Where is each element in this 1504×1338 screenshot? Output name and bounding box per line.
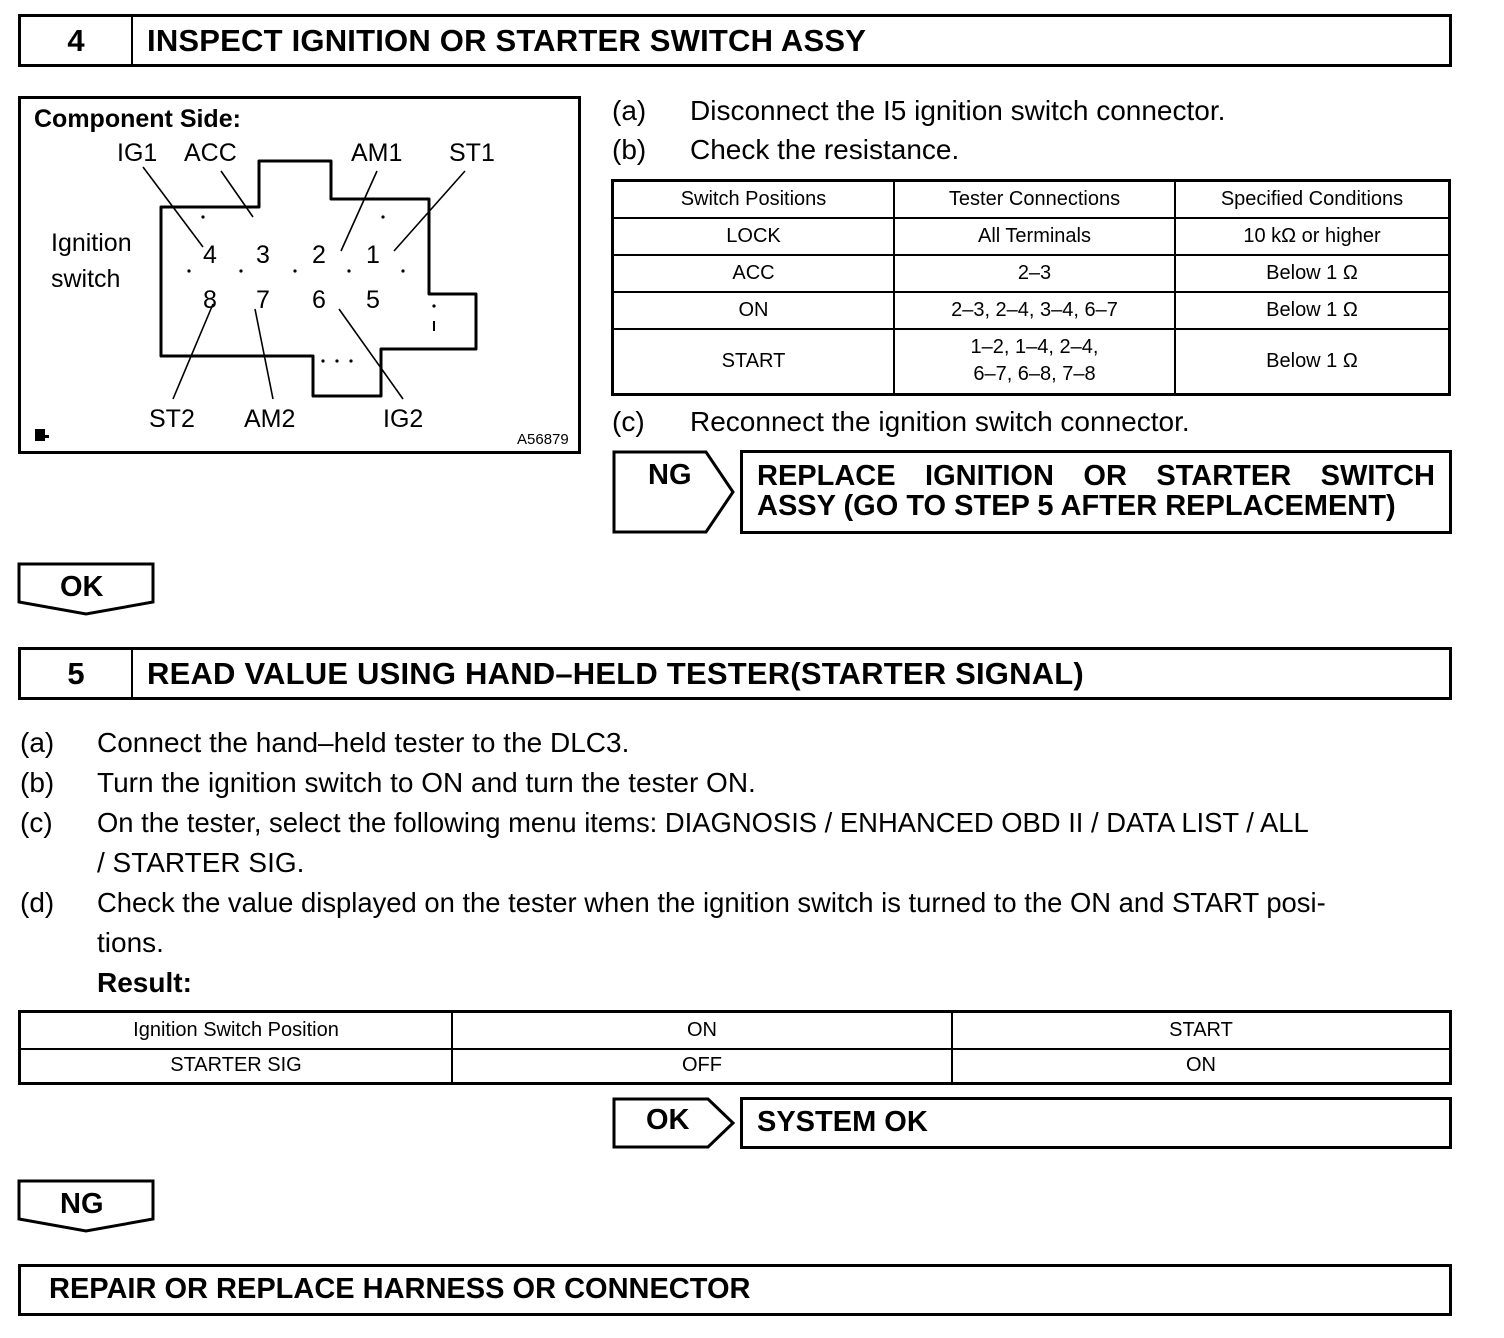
- system-ok-text: SYSTEM OK: [757, 1106, 928, 1138]
- table-cell: STARTER SIG: [20, 1049, 453, 1084]
- final-action-box: [18, 1264, 1452, 1316]
- ignition-label: Ignition: [51, 229, 132, 257]
- step-number: 4: [21, 17, 133, 64]
- ng-label-step5: NG: [60, 1188, 104, 1220]
- table-cell: 10 kΩ or higher: [1175, 218, 1450, 255]
- step4-a-text: Disconnect the I5 ignition switch connector.: [690, 95, 1226, 126]
- ok-label-step5: OK: [646, 1104, 690, 1136]
- table-header: Switch Positions: [613, 181, 895, 218]
- starter-signal-table: [18, 1010, 1452, 1085]
- table-cell: ACC: [613, 255, 895, 292]
- table-cell: START: [613, 329, 895, 395]
- table-cell: LOCK: [613, 218, 895, 255]
- step4-c-text: Reconnect the ignition switch connector.: [690, 406, 1190, 437]
- table-cell: All Terminals: [894, 218, 1175, 255]
- start-connections-line2: 6–7, 6–8, 7–8: [973, 363, 1096, 386]
- pin-4: 4: [203, 241, 217, 269]
- ng-result-line1: REPLACE IGNITION OR STARTER SWITCH: [757, 460, 1435, 492]
- pin-7: 7: [256, 286, 270, 314]
- step5-c-text: On the tester, select the following menu items: DIAGNOSIS / ENHANCED OBD II / DATA LIST / ALL: [97, 807, 1309, 838]
- pin-1: 1: [366, 241, 380, 269]
- ok-label-step4: OK: [60, 571, 104, 603]
- step-title: INSPECT IGNITION OR STARTER SWITCH ASSY: [147, 22, 867, 58]
- table-cell: Below 1 Ω: [1175, 329, 1450, 395]
- ng-label-step4: NG: [648, 459, 692, 491]
- table-header: START: [952, 1012, 1451, 1049]
- step5-d-text: Check the value displayed on the tester when the ignition switch is turned to the ON and START posi-: [97, 887, 1326, 918]
- figure-id: A56879: [517, 431, 569, 448]
- table-cell: Below 1 Ω: [1175, 255, 1450, 292]
- table-header: Specified Conditions: [1175, 181, 1450, 218]
- step4-a-letter: (a): [612, 95, 647, 126]
- figure-heading: Component Side:: [34, 105, 241, 133]
- step5-c-letter: (c): [20, 807, 53, 838]
- step4-b-letter: (b): [612, 134, 647, 165]
- ng-result-step4: [740, 450, 1452, 534]
- step5-c-text-cont: / STARTER SIG.: [97, 847, 305, 878]
- pin-2: 2: [312, 241, 326, 269]
- ng-result-line2: ASSY (GO TO STEP 5 AFTER REPLACEMENT): [757, 490, 1396, 522]
- terminal-label-st2: ST2: [149, 405, 195, 433]
- table-cell: OFF: [452, 1049, 952, 1084]
- terminal-label-am1: AM1: [351, 139, 403, 167]
- system-ok-box: [740, 1097, 1452, 1149]
- table-cell: 2–3, 2–4, 3–4, 6–7: [894, 292, 1175, 329]
- switch-label: switch: [51, 265, 121, 293]
- pin-5: 5: [366, 286, 380, 314]
- table-header: ON: [452, 1012, 952, 1049]
- step4-b-text: Check the resistance.: [690, 134, 960, 165]
- table-header: Tester Connections: [894, 181, 1175, 218]
- component-figure: [18, 96, 581, 454]
- terminal-label-acc: ACC: [184, 139, 237, 167]
- start-connections-line1: 1–2, 1–4, 2–4,: [970, 336, 1099, 359]
- pin-3: 3: [256, 241, 270, 269]
- table-cell: Below 1 Ω: [1175, 292, 1450, 329]
- step-title: READ VALUE USING HAND–HELD TESTER(STARTER SIGNAL): [147, 655, 1084, 691]
- step5-a-text: Connect the hand–held tester to the DLC3.: [97, 727, 630, 758]
- step5-b-letter: (b): [20, 767, 55, 798]
- final-action-text: REPAIR OR REPLACE HARNESS OR CONNECTOR: [49, 1273, 751, 1305]
- table-cell: ON: [952, 1049, 1451, 1084]
- terminal-label-ig2: IG2: [383, 405, 424, 433]
- table-cell: ON: [613, 292, 895, 329]
- step4-c-letter: (c): [612, 406, 645, 437]
- step-number: 5: [21, 650, 133, 697]
- step-4-header: [18, 14, 1452, 67]
- step5-d-text-cont: tions.: [97, 927, 164, 958]
- step5-a-letter: (a): [20, 727, 55, 758]
- step5-d-letter: (d): [20, 887, 55, 918]
- terminal-label-am2: AM2: [244, 405, 296, 433]
- step5-b-text: Turn the ignition switch to ON and turn the tester ON.: [97, 767, 756, 798]
- terminal-label-ig1: IG1: [117, 139, 158, 167]
- pin-6: 6: [312, 286, 326, 314]
- step-5-header: [18, 647, 1452, 700]
- table-cell: [894, 329, 1175, 395]
- result-label: Result:: [97, 967, 192, 998]
- table-cell: 2–3: [894, 255, 1175, 292]
- resistance-table: [611, 179, 1451, 396]
- pin-8: 8: [203, 286, 217, 314]
- table-header: Ignition Switch Position: [20, 1012, 453, 1049]
- terminal-label-st1: ST1: [449, 139, 495, 167]
